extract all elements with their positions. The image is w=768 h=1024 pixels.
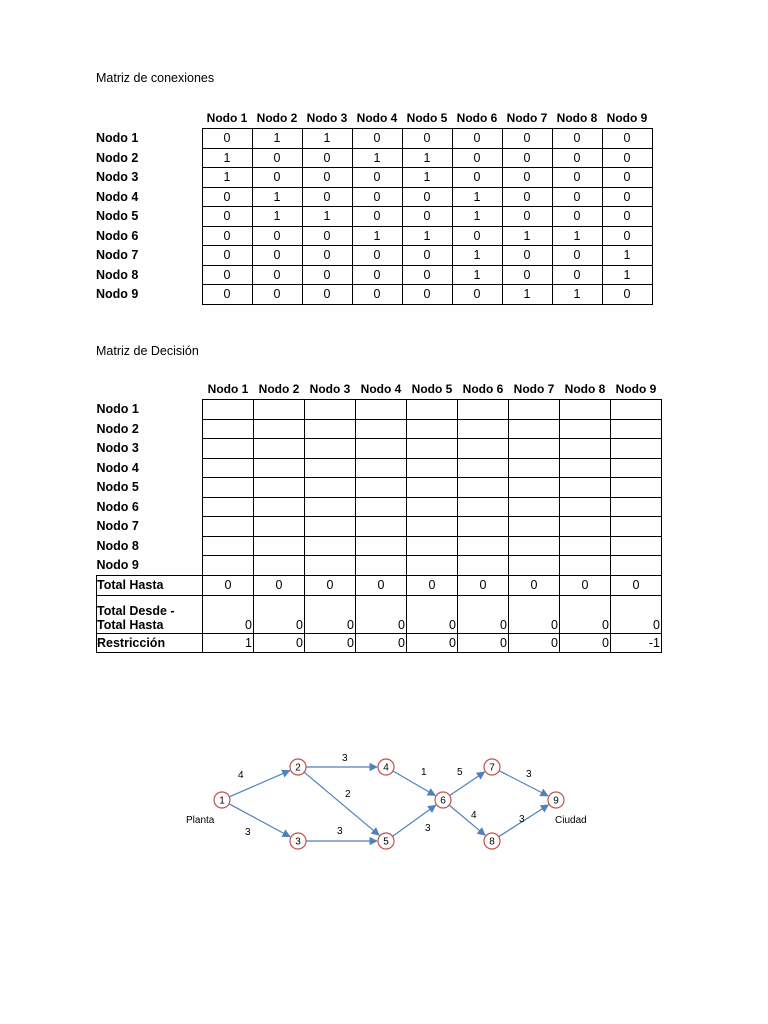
total-hasta-cell: 0 xyxy=(254,575,305,595)
dec-cell[interactable] xyxy=(509,478,560,498)
conn-row-label: Nodo 2 xyxy=(96,150,139,165)
conn-header-row xyxy=(96,109,652,129)
total-desde-label-line1: Total Desde - xyxy=(97,603,175,618)
restriccion-cell: 0 xyxy=(356,633,407,652)
edge-weight-2-4: 3 xyxy=(342,753,348,764)
dec-row xyxy=(97,497,662,517)
conn-cell: 0 xyxy=(252,285,302,305)
edge-6-7 xyxy=(450,772,485,796)
conn-cell: 0 xyxy=(252,148,302,168)
dec-col-header: Nodo 5 xyxy=(411,382,453,396)
decision-title: Matriz de Decisión xyxy=(96,344,199,358)
dec-cell[interactable] xyxy=(203,400,254,420)
dec-row xyxy=(97,439,662,459)
dec-cell[interactable] xyxy=(560,536,611,556)
conn-row xyxy=(96,148,652,168)
conn-cell: 0 xyxy=(452,168,502,188)
dec-cell[interactable] xyxy=(203,439,254,459)
conn-cell: 1 xyxy=(502,226,552,246)
total-hasta-row xyxy=(97,575,662,595)
conn-cell: 0 xyxy=(352,207,402,227)
conn-col-header: Nodo 7 xyxy=(506,111,548,125)
conn-cell: 0 xyxy=(602,207,652,227)
conn-row-label: Nodo 7 xyxy=(96,248,139,263)
dec-cell[interactable] xyxy=(560,556,611,576)
dec-cell[interactable] xyxy=(407,419,458,439)
conn-row xyxy=(96,265,652,285)
node-2-label: 2 xyxy=(295,762,301,774)
dec-cell[interactable] xyxy=(356,458,407,478)
total-desde-cell: 0 xyxy=(305,595,356,633)
dec-cell[interactable] xyxy=(611,439,662,459)
conn-cell: 0 xyxy=(302,148,352,168)
total-desde-cell: 0 xyxy=(203,595,254,633)
dec-cell[interactable] xyxy=(560,517,611,537)
conn-col-header: Nodo 1 xyxy=(206,111,248,125)
dec-cell[interactable] xyxy=(509,458,560,478)
dec-cell[interactable] xyxy=(203,517,254,537)
dec-cell[interactable] xyxy=(407,439,458,459)
edge-weight-6-8: 4 xyxy=(471,810,477,821)
dec-cell[interactable] xyxy=(509,419,560,439)
conn-cell: 1 xyxy=(402,148,452,168)
conn-cell: 1 xyxy=(252,129,302,149)
dec-cell[interactable] xyxy=(356,419,407,439)
dec-cell[interactable] xyxy=(407,458,458,478)
conn-cell: 0 xyxy=(352,129,402,149)
dec-cell[interactable] xyxy=(458,419,509,439)
conn-cell: 1 xyxy=(302,207,352,227)
dec-col-header: Nodo 6 xyxy=(462,382,504,396)
conexiones-title: Matriz de conexiones xyxy=(96,71,215,85)
dec-col-header: Nodo 7 xyxy=(513,382,555,396)
conn-cell: 0 xyxy=(302,226,352,246)
node-8-label: 8 xyxy=(489,836,495,848)
conn-row xyxy=(96,129,652,149)
dec-cell[interactable] xyxy=(254,419,305,439)
dec-cell[interactable] xyxy=(356,517,407,537)
total-desde-cell: 0 xyxy=(611,595,662,633)
conn-cell: 1 xyxy=(552,285,602,305)
conn-cell: 0 xyxy=(552,148,602,168)
restriccion-label: Restricción xyxy=(97,633,203,652)
total-desde-label-line2: Total Hasta xyxy=(97,617,164,632)
conn-cell: 0 xyxy=(502,129,552,149)
conn-cell: 0 xyxy=(302,187,352,207)
conn-cell: 1 xyxy=(202,148,252,168)
dec-col-header: Nodo 2 xyxy=(258,382,300,396)
conn-col-header: Nodo 3 xyxy=(306,111,348,125)
conn-cell: 0 xyxy=(602,226,652,246)
dec-cell[interactable] xyxy=(254,497,305,517)
conn-cell: 0 xyxy=(402,285,452,305)
conn-cell: 0 xyxy=(402,207,452,227)
dec-cell[interactable] xyxy=(305,536,356,556)
dec-corner xyxy=(97,380,203,400)
edge-weight-4-6: 1 xyxy=(421,767,427,778)
conn-cell: 0 xyxy=(402,187,452,207)
restriccion-cell: 1 xyxy=(203,633,254,652)
dec-cell[interactable] xyxy=(254,458,305,478)
dec-row-label: Nodo 8 xyxy=(96,538,139,553)
dec-cell[interactable] xyxy=(611,400,662,420)
conn-row xyxy=(96,207,652,227)
dec-cell[interactable] xyxy=(560,458,611,478)
conn-cell: 0 xyxy=(252,246,302,266)
dec-row xyxy=(97,478,662,498)
dec-cell[interactable] xyxy=(254,400,305,420)
conn-cell: 1 xyxy=(502,285,552,305)
conn-cell: 0 xyxy=(202,129,252,149)
total-desde-cell: 0 xyxy=(356,595,407,633)
conn-col-header: Nodo 4 xyxy=(356,111,398,125)
dec-cell[interactable] xyxy=(611,517,662,537)
conn-col-header: Nodo 2 xyxy=(256,111,298,125)
restriccion-cell: 0 xyxy=(560,633,611,652)
dec-cell[interactable] xyxy=(560,419,611,439)
total-hasta-cell: 0 xyxy=(611,575,662,595)
conn-cell: 1 xyxy=(452,207,502,227)
dec-cell[interactable] xyxy=(305,478,356,498)
edge-4-6 xyxy=(393,771,435,795)
dec-cell[interactable] xyxy=(356,439,407,459)
conn-col-header: Nodo 9 xyxy=(606,111,648,125)
dec-cell[interactable] xyxy=(509,400,560,420)
dec-cell[interactable] xyxy=(203,556,254,576)
dec-row-label: Nodo 5 xyxy=(96,480,139,495)
conn-cell: 0 xyxy=(502,207,552,227)
conn-col-header: Nodo 5 xyxy=(406,111,448,125)
dec-cell[interactable] xyxy=(407,536,458,556)
total-desde-label xyxy=(97,595,203,633)
total-hasta-label: Total Hasta xyxy=(97,575,203,595)
edge-weight-6-7: 5 xyxy=(457,767,463,778)
conn-cell: 0 xyxy=(602,168,652,188)
conn-cell: 1 xyxy=(352,148,402,168)
dec-cell[interactable] xyxy=(407,556,458,576)
edge-6-8 xyxy=(449,805,485,835)
dec-cell[interactable] xyxy=(560,478,611,498)
conn-row-label: Nodo 8 xyxy=(96,267,139,282)
dec-cell[interactable] xyxy=(611,478,662,498)
total-desde-cell: 0 xyxy=(458,595,509,633)
dec-cell[interactable] xyxy=(305,517,356,537)
conn-cell: 1 xyxy=(252,187,302,207)
dec-cell[interactable] xyxy=(305,556,356,576)
dec-row-label: Nodo 6 xyxy=(96,499,139,514)
dec-cell[interactable] xyxy=(203,419,254,439)
conn-row-label: Nodo 3 xyxy=(96,170,139,185)
dec-row xyxy=(97,536,662,556)
dec-cell[interactable] xyxy=(509,536,560,556)
conn-cell: 0 xyxy=(452,148,502,168)
node-7-label: 7 xyxy=(489,762,495,774)
dec-cell[interactable] xyxy=(203,478,254,498)
dec-col-header: Nodo 1 xyxy=(207,382,249,396)
dec-cell[interactable] xyxy=(407,400,458,420)
dec-cell[interactable] xyxy=(305,400,356,420)
dec-cell[interactable] xyxy=(509,556,560,576)
conn-cell: 1 xyxy=(402,168,452,188)
conn-cell: 0 xyxy=(202,187,252,207)
conn-cell: 0 xyxy=(302,265,352,285)
dec-cell[interactable] xyxy=(560,497,611,517)
conn-cell: 0 xyxy=(352,187,402,207)
conn-cell: 1 xyxy=(352,226,402,246)
dec-col-header: Nodo 4 xyxy=(360,382,402,396)
edge-weight-3-5: 3 xyxy=(337,826,343,837)
dec-row xyxy=(97,419,662,439)
conn-cell: 0 xyxy=(502,265,552,285)
conn-cell: 1 xyxy=(452,187,502,207)
dec-row-label: Nodo 9 xyxy=(96,558,139,572)
planta-label: Planta xyxy=(186,815,215,826)
conn-cell: 0 xyxy=(352,265,402,285)
total-hasta-cell: 0 xyxy=(407,575,458,595)
conn-cell: 1 xyxy=(452,246,502,266)
conn-cell: 0 xyxy=(302,246,352,266)
conn-cell: 0 xyxy=(452,226,502,246)
dec-cell[interactable] xyxy=(458,536,509,556)
dec-cell[interactable] xyxy=(254,439,305,459)
restriccion-cell: 0 xyxy=(407,633,458,652)
conn-cell: 0 xyxy=(602,285,652,305)
dec-col-header: Nodo 8 xyxy=(564,382,606,396)
dec-cell[interactable] xyxy=(611,497,662,517)
dec-cell[interactable] xyxy=(509,439,560,459)
conn-cell: 0 xyxy=(202,207,252,227)
conn-row-label: Nodo 6 xyxy=(96,228,139,243)
node-5-label: 5 xyxy=(383,836,389,848)
conn-cell: 0 xyxy=(402,246,452,266)
conn-cell: 0 xyxy=(252,226,302,246)
total-desde-cell: 0 xyxy=(407,595,458,633)
conn-cell: 0 xyxy=(602,129,652,149)
restriccion-cell: 0 xyxy=(509,633,560,652)
dec-cell[interactable] xyxy=(203,497,254,517)
conn-cell: 0 xyxy=(252,168,302,188)
total-hasta-cell: 0 xyxy=(356,575,407,595)
conn-cell: 0 xyxy=(302,285,352,305)
dec-cell[interactable] xyxy=(611,536,662,556)
conn-cell: 1 xyxy=(602,246,652,266)
dec-cell[interactable] xyxy=(458,458,509,478)
dec-cell[interactable] xyxy=(305,419,356,439)
conn-cell: 0 xyxy=(552,187,602,207)
dec-cell[interactable] xyxy=(560,400,611,420)
total-desde-cell: 0 xyxy=(560,595,611,633)
conn-cell: 0 xyxy=(402,265,452,285)
conn-cell: 0 xyxy=(552,168,602,188)
dec-cell[interactable] xyxy=(458,439,509,459)
dec-cell[interactable] xyxy=(458,497,509,517)
dec-cell[interactable] xyxy=(203,458,254,478)
dec-cell[interactable] xyxy=(458,478,509,498)
dec-cell[interactable] xyxy=(356,478,407,498)
conn-cell: 0 xyxy=(552,246,602,266)
dec-cell[interactable] xyxy=(611,556,662,576)
total-hasta-cell: 0 xyxy=(458,575,509,595)
conn-cell: 0 xyxy=(552,265,602,285)
dec-cell[interactable] xyxy=(254,478,305,498)
dec-row-label: Nodo 1 xyxy=(96,402,139,417)
dec-cell[interactable] xyxy=(203,536,254,556)
restriccion-cell: -1 xyxy=(611,633,662,652)
restriccion-cell: 0 xyxy=(254,633,305,652)
node-6-label: 6 xyxy=(440,795,446,807)
dec-row xyxy=(97,556,662,576)
conn-cell: 1 xyxy=(202,168,252,188)
conn-cell: 0 xyxy=(202,226,252,246)
conn-cell: 0 xyxy=(502,246,552,266)
dec-cell[interactable] xyxy=(305,439,356,459)
dec-cell[interactable] xyxy=(458,556,509,576)
conn-cell: 0 xyxy=(302,168,352,188)
dec-header-row xyxy=(97,380,662,400)
dec-cell[interactable] xyxy=(305,458,356,478)
dec-cell[interactable] xyxy=(356,400,407,420)
conn-corner xyxy=(96,109,202,129)
conn-cell: 1 xyxy=(452,265,502,285)
dec-cell[interactable] xyxy=(458,400,509,420)
edge-weight-2-5: 2 xyxy=(345,789,351,800)
dec-row xyxy=(97,458,662,478)
conn-cell: 0 xyxy=(502,148,552,168)
network-diagram xyxy=(170,742,610,862)
conn-row-label: Nodo 9 xyxy=(96,287,139,302)
conn-row xyxy=(96,168,652,188)
edge-weight-8-9: 3 xyxy=(519,814,525,825)
conn-row-label: Nodo 5 xyxy=(96,209,139,224)
restriccion-cell: 0 xyxy=(458,633,509,652)
restriccion-row xyxy=(97,633,662,652)
conn-row-label: Nodo 4 xyxy=(96,189,139,204)
conn-col-header: Nodo 8 xyxy=(556,111,598,125)
conn-cell: 0 xyxy=(402,129,452,149)
edge-weight-1-3: 3 xyxy=(245,827,251,838)
conn-cell: 1 xyxy=(302,129,352,149)
dec-cell[interactable] xyxy=(509,517,560,537)
conn-row xyxy=(96,246,652,266)
dec-row xyxy=(97,400,662,420)
decision-matrix xyxy=(96,380,662,653)
conn-cell: 0 xyxy=(202,246,252,266)
conn-cell: 0 xyxy=(602,148,652,168)
conn-cell: 0 xyxy=(502,168,552,188)
conn-cell: 1 xyxy=(602,265,652,285)
total-hasta-cell: 0 xyxy=(203,575,254,595)
dec-cell[interactable] xyxy=(305,497,356,517)
conn-cell: 0 xyxy=(602,187,652,207)
conn-cell: 0 xyxy=(352,285,402,305)
conn-row xyxy=(96,226,652,246)
dec-row xyxy=(97,517,662,537)
dec-cell[interactable] xyxy=(407,478,458,498)
dec-cell[interactable] xyxy=(356,556,407,576)
dec-cell[interactable] xyxy=(356,497,407,517)
conn-cell: 0 xyxy=(552,129,602,149)
dec-cell[interactable] xyxy=(611,419,662,439)
dec-cell[interactable] xyxy=(254,536,305,556)
restriccion-cell: 0 xyxy=(305,633,356,652)
node-4-label: 4 xyxy=(383,762,389,774)
dec-row-label: Nodo 7 xyxy=(96,519,139,534)
dec-cell[interactable] xyxy=(407,497,458,517)
conn-cell: 0 xyxy=(202,285,252,305)
conn-cell: 0 xyxy=(502,187,552,207)
node-3-label: 3 xyxy=(295,836,301,848)
dec-cell[interactable] xyxy=(458,517,509,537)
conn-col-header: Nodo 6 xyxy=(456,111,498,125)
node-9-label: 9 xyxy=(553,795,559,807)
edge-7-9 xyxy=(499,771,548,796)
conn-cell: 0 xyxy=(352,168,402,188)
conn-cell: 1 xyxy=(402,226,452,246)
edge-weight-5-6: 3 xyxy=(425,823,431,834)
conn-cell: 0 xyxy=(452,129,502,149)
dec-col-header: Nodo 9 xyxy=(615,382,657,396)
edge-1-3 xyxy=(229,804,290,837)
conn-row xyxy=(96,187,652,207)
dec-cell[interactable] xyxy=(407,517,458,537)
dec-row-label: Nodo 3 xyxy=(96,441,139,456)
ciudad-label: Ciudad xyxy=(555,815,587,826)
dec-cell[interactable] xyxy=(560,439,611,459)
dec-col-header: Nodo 3 xyxy=(309,382,351,396)
dec-row-label: Nodo 4 xyxy=(96,460,139,475)
node-1-label: 1 xyxy=(219,795,225,807)
dec-cell[interactable] xyxy=(254,517,305,537)
total-desde-row xyxy=(97,595,662,633)
conn-row xyxy=(96,285,652,305)
total-hasta-cell: 0 xyxy=(560,575,611,595)
conn-cell: 1 xyxy=(252,207,302,227)
conn-cell: 0 xyxy=(202,265,252,285)
total-desde-cell: 0 xyxy=(509,595,560,633)
dec-cell[interactable] xyxy=(254,556,305,576)
conn-cell: 0 xyxy=(352,246,402,266)
edge-weight-1-2: 4 xyxy=(238,770,244,781)
connection-matrix xyxy=(96,109,653,305)
total-desde-cell: 0 xyxy=(254,595,305,633)
conn-cell: 0 xyxy=(252,265,302,285)
dec-row-label: Nodo 2 xyxy=(96,421,139,436)
total-hasta-cell: 0 xyxy=(305,575,356,595)
conn-cell: 0 xyxy=(452,285,502,305)
conn-row-label: Nodo 1 xyxy=(96,131,139,146)
conn-cell: 1 xyxy=(552,226,602,246)
conn-cell: 0 xyxy=(552,207,602,227)
dec-cell[interactable] xyxy=(356,536,407,556)
dec-cell[interactable] xyxy=(611,458,662,478)
total-hasta-cell: 0 xyxy=(509,575,560,595)
edge-weight-7-9: 3 xyxy=(526,769,532,780)
dec-cell[interactable] xyxy=(509,497,560,517)
